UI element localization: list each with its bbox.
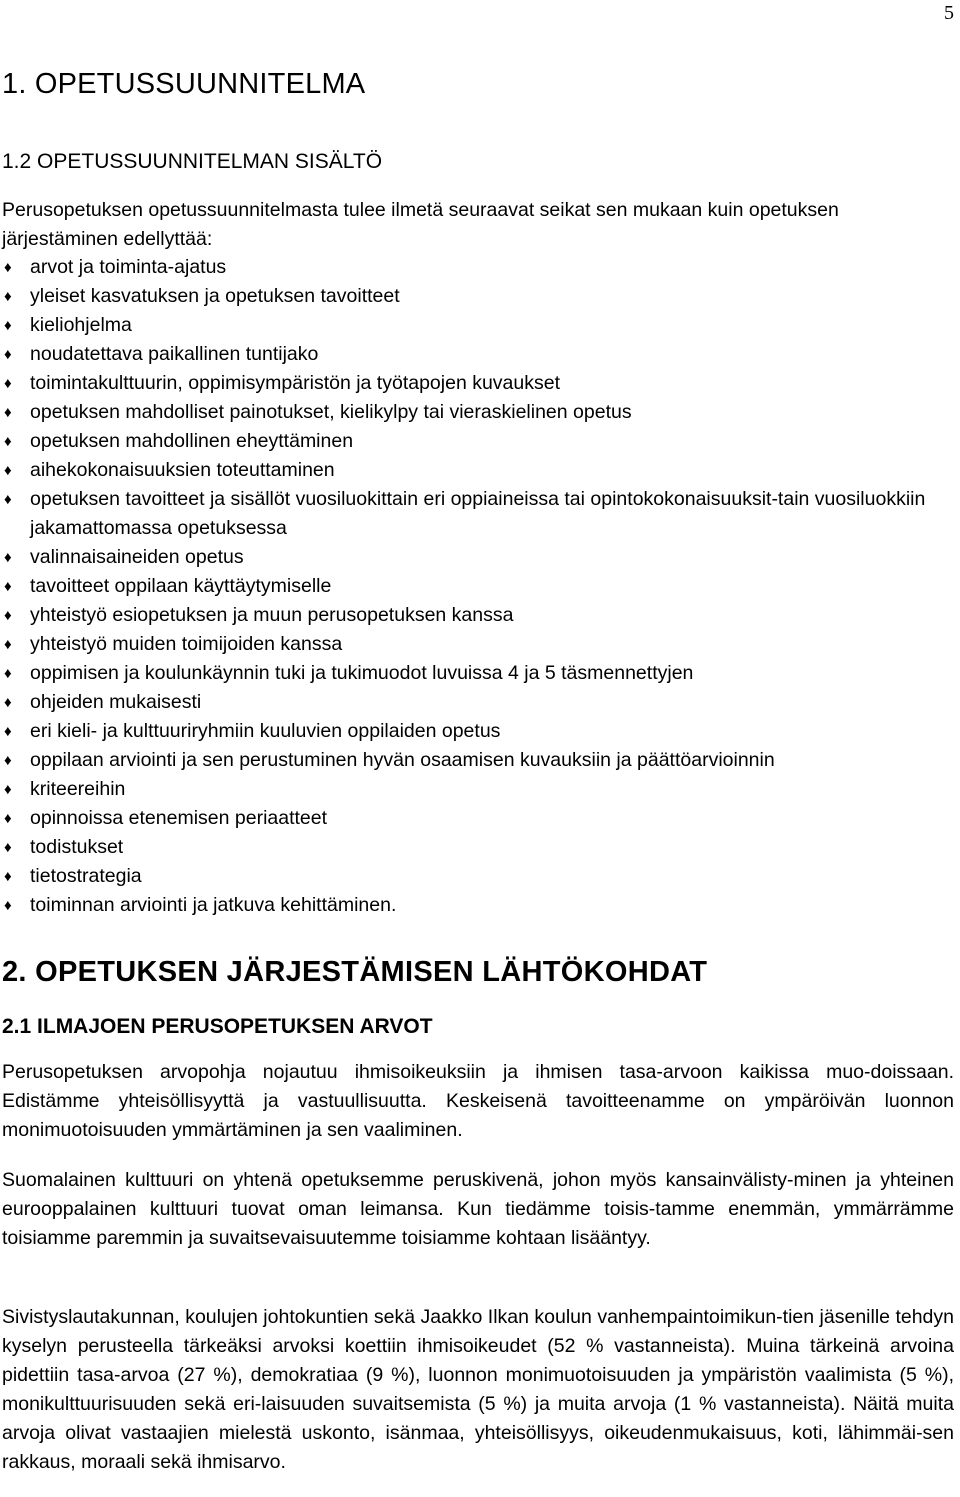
- list-item: ♦ valinnaisaineiden opetus: [0, 543, 950, 572]
- list-item: ♦ kieliohjelma: [0, 311, 950, 340]
- diamond-bullet-icon: ♦: [4, 781, 12, 798]
- diamond-bullet-icon: ♦: [4, 491, 12, 508]
- subsection-heading-sisalto: 1.2 OPETUSSUUNNITELMAN SISÄLTÖ: [2, 150, 383, 173]
- diamond-bullet-icon: ♦: [4, 810, 12, 827]
- paragraph-kulttuuri: Suomalainen kulttuuri on yhtenä opetuksemme peruskivenä, johon myös kansainvälisty-minen ja yhteinen eurooppalainen kulttuuri tuovat oman leimansa. Kun tiedämme toisis-tamme enemmän, ymmärrämme toisiamme paremmin ja suvaitsevaisuutemme toisiamme kohtaan lisääntyy.: [2, 1169, 954, 1249]
- list-item: ♦ yhteistyö esiopetuksen ja muun perusopetuksen kanssa: [0, 601, 950, 630]
- list-item: ♦ tietostrategia: [0, 862, 950, 891]
- diamond-bullet-icon: ♦: [4, 549, 12, 566]
- list-item: ♦ aihekokonaisuuksien toteuttaminen: [0, 456, 950, 485]
- diamond-bullet-icon: ♦: [4, 317, 12, 334]
- paragraph-arvopohja: Perusopetuksen arvopohja nojautuu ihmisoikeuksiin ja ihmisen tasa-arvoon kaikissa muo-doissaan. Edistämme yhteisöllisyyttä ja vastuullisuutta. Keskeisenä tavoitteenamme on ympäröivän luonnon monimuotoisuuden ymmärtäminen ja sen vaaliminen.: [2, 1061, 954, 1141]
- section-heading-opetussuunnitelma: 1. OPETUSSUUNNITELMA: [2, 68, 366, 100]
- list-item: ♦ yhteistyö muiden toimijoiden kanssa: [0, 630, 950, 659]
- paragraph-kysely: Sivistyslautakunnan, koulujen johtokuntien sekä Jaakko Ilkan koulun vanhempaintoimikun-tien jäsenille tehdyn kyselyn perusteella tärkeäksi arvoksi koettiin ihmisoikeudet (52 % vastanneista). Muina tärkeinä arvoina pidettiin tasa-arvoa (27 %), demokratiaa (9 %), luonnon monimuotoisuuden ja ympäristön vaalimista (5 %), monikulttuurisuuden sekä eri-laisuuden suvaitsemista (5 %) ja muita arvoja (1 % vastanneista). Näitä muita arvoja olivat vastaajien mielestä uskonto, isänmaa, yhteisöllisyys, oikeudenmukaisuus, koti, lähimmäi-sen rakkaus, moraali sekä ihmisarvo.: [2, 1306, 954, 1473]
- list-item: ♦ eri kieli- ja kulttuuriryhmiin kuuluvien oppilaiden opetus: [0, 717, 950, 746]
- diamond-bullet-icon: ♦: [4, 288, 12, 305]
- list-item: ♦ oppilaan arviointi ja sen perustuminen hyvän osaamisen kuvauksiin ja päättöarvioinnin: [0, 746, 950, 775]
- diamond-bullet-icon: ♦: [4, 723, 12, 740]
- page-number: 5: [944, 2, 954, 24]
- diamond-bullet-icon: ♦: [4, 752, 12, 769]
- diamond-bullet-icon: ♦: [4, 665, 12, 682]
- diamond-bullet-icon: ♦: [4, 259, 12, 276]
- list-item: ♦ noudatettava paikallinen tuntijako: [0, 340, 950, 369]
- diamond-bullet-icon: ♦: [4, 404, 12, 421]
- list-item: ♦ toiminnan arviointi ja jatkuva kehittäminen.: [0, 891, 950, 920]
- subsection-heading-arvot: 2.1 ILMAJOEN PERUSOPETUKSEN ARVOT: [2, 1015, 433, 1038]
- diamond-bullet-icon: ♦: [4, 607, 12, 624]
- diamond-bullet-icon: ♦: [4, 462, 12, 479]
- diamond-bullet-icon: ♦: [4, 375, 12, 392]
- list-item: ♦ toimintakulttuurin, oppimisympäristön ja työtapojen kuvaukset: [0, 369, 950, 398]
- diamond-bullet-icon: ♦: [4, 897, 12, 914]
- intro-paragraph: Perusopetuksen opetussuunnitelmasta tulee ilmetä seuraavat seikat sen mukaan kuin opetuksen järjestäminen edellyttää:: [2, 199, 839, 250]
- list-item: ♦ ohjeiden mukaisesti: [0, 688, 950, 717]
- diamond-bullet-icon: ♦: [4, 433, 12, 450]
- list-item: ♦ tavoitteet oppilaan käyttäytymiselle: [0, 572, 950, 601]
- diamond-bullet-icon: ♦: [4, 694, 12, 711]
- list-item: ♦ opetuksen mahdolliset painotukset, kielikylpy tai vieraskielinen opetus: [0, 398, 950, 427]
- diamond-bullet-icon: ♦: [4, 346, 12, 363]
- section-heading-lahtokohdat: 2. OPETUKSEN JÄRJESTÄMISEN LÄHTÖKOHDAT: [2, 956, 708, 988]
- list-item: ♦ opetuksen mahdollinen eheyttäminen: [0, 427, 950, 456]
- list-item: ♦ todistukset: [0, 833, 950, 862]
- list-item: ♦ opinnoissa etenemisen periaatteet: [0, 804, 950, 833]
- list-item: ♦ arvot ja toiminta-ajatus: [0, 253, 950, 282]
- content-bullet-list: [0, 253, 950, 920]
- diamond-bullet-icon: ♦: [4, 578, 12, 595]
- list-item: ♦ oppimisen ja koulunkäynnin tuki ja tukimuodot luvuissa 4 ja 5 täsmennettyjen: [0, 659, 950, 688]
- diamond-bullet-icon: ♦: [4, 839, 12, 856]
- list-item: ♦ kriteereihin: [0, 775, 950, 804]
- list-item: ♦ yleiset kasvatuksen ja opetuksen tavoitteet: [0, 282, 950, 311]
- diamond-bullet-icon: ♦: [4, 636, 12, 653]
- diamond-bullet-icon: ♦: [4, 868, 12, 885]
- list-item: ♦ opetuksen tavoitteet ja sisällöt vuosiluokittain eri oppiaineissa tai opintokokonaisuuksit-tain vuosiluokkiin jakamattomassa opetuksessa: [0, 485, 950, 543]
